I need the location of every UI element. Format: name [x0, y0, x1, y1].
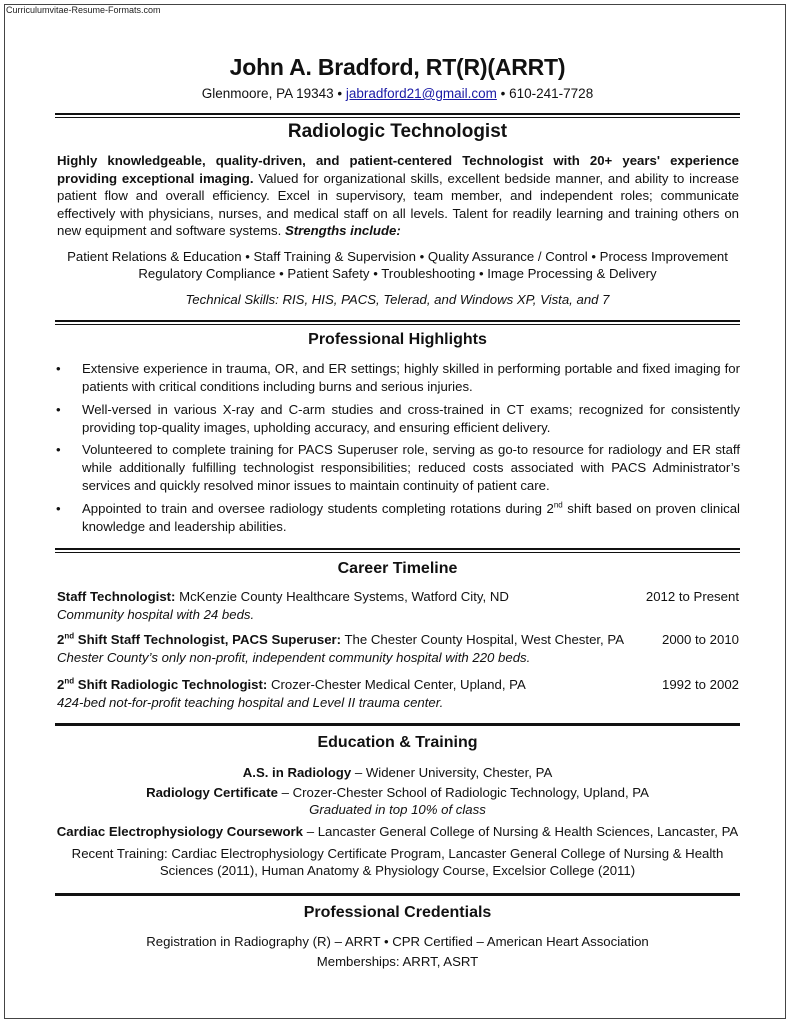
education-line: Sciences (2011), Human Anatomy & Physiology Course, Excelsior College (2011) [159, 863, 636, 878]
education-note: Graduated in top 10% of class [309, 802, 486, 817]
job-entry [57, 631, 739, 666]
divider [55, 548, 740, 553]
bullet-icon: • [56, 442, 61, 457]
summary-title: Radiologic Technologist [287, 121, 508, 142]
list-item: • Appointed to train and oversee radiology students completing rotations during 2nd shift based on proven clinical knowledge and leadership abilities. [56, 500, 740, 534]
job-entry [57, 676, 739, 711]
highlights-list [55, 360, 740, 540]
job-entry [57, 588, 739, 623]
bullet-icon: • [56, 500, 61, 516]
technical-skills: Technical Skills: RIS, HIS, PACS, Telerad, and Windows XP, Vista, and 7 [185, 292, 610, 307]
job-role: Staff Technologist: [57, 589, 176, 604]
job-description: Chester County’s only non-profit, independent community hospital with 220 beds. [57, 649, 531, 665]
summary-paragraph [57, 152, 739, 240]
education-line: Radiology Certificate – Crozer-Chester School of Radiologic Technology, Upland, PA [146, 785, 649, 800]
job-dates: 2012 to Present [645, 589, 739, 604]
divider [55, 893, 740, 896]
list-item: • Volunteered to complete training for PACS Superuser role, serving as go-to resource for radiology and ER staff while additionally fulfilling technologist responsibilities; reduced costs associated with PACS Administrator’s services and quickly resolved minor issues to maintain continuity of patient care. [56, 442, 740, 493]
location-text: Glenmoore, PA 19343 [201, 86, 334, 101]
watermark-text: Curriculumvitae-Resume-Formats.com [6, 5, 161, 15]
job-employer: McKenzie County Healthcare Systems, Watford City, ND [175, 589, 509, 604]
education-line: Recent Training: Cardiac Electrophysiology Certificate Program, Lancaster General College of Nursing & Health [71, 846, 724, 861]
separator: • [496, 86, 510, 101]
strengths-label: Strengths include: [284, 223, 401, 239]
education-line: Cardiac Electrophysiology Coursework – Lancaster General College of Nursing & Health Sciences, Lancaster, PA [56, 824, 739, 839]
candidate-name: John A. Bradford, RT(R)(ARRT) [229, 54, 566, 80]
list-item: • Extensive experience in trauma, OR, and ER settings; highly skilled in performing portable and fixed imaging for patients with critical conditions including burns and serious injuries. [56, 361, 740, 394]
bullet-icon: • [56, 401, 61, 417]
divider [55, 320, 740, 325]
job-employer: The Chester County Hospital, West Chester, PA [341, 632, 625, 647]
career-title: Career Timeline [337, 560, 458, 577]
highlights-title: Professional Highlights [308, 331, 487, 348]
credentials-title: Professional Credentials [303, 904, 492, 921]
separator: • [333, 86, 346, 101]
education-line: A.S. in Radiology – Widener University, Chester, PA [242, 765, 553, 780]
job-dates: 2000 to 2010 [661, 632, 739, 647]
job-description: Community hospital with 24 beds. [57, 606, 255, 622]
job-employer: Crozer-Chester Medical Center, Upland, PA [267, 677, 526, 692]
strengths-line-1: Patient Relations & Education • Staff Training & Supervision • Quality Assurance / Control • Process Improvement [67, 249, 728, 264]
job-role: 2nd Shift Staff Technologist, PACS Superuser: [57, 631, 342, 647]
job-dates: 1992 to 2002 [661, 677, 739, 692]
divider [55, 113, 740, 118]
job-description: 424-bed not-for-profit teaching hospital and Level II trauma center. [57, 694, 444, 710]
credentials-line: Memberships: ARRT, ASRT [316, 954, 479, 969]
education-title: Education & Training [317, 734, 478, 751]
strengths-line-2: Regulatory Compliance • Patient Safety • Troubleshooting • Image Processing & Delivery [138, 266, 657, 281]
list-item: • Well-versed in various X-ray and C-arm studies and cross-trained in CT exams; recognized for consistently providing top-quality images, upholding accuracy, and ensuring efficient delivery. [56, 401, 740, 435]
divider [55, 723, 740, 726]
phone-text: 610-241-7728 [509, 86, 594, 101]
summary-lead: Highly knowledgeable, quality-driven, and patient-centered Technologist with 20+ years' experience providing exceptional imaging. [57, 153, 739, 186]
job-role: 2nd Shift Radiologic Technologist: [57, 676, 268, 692]
email-link[interactable]: jabradford21@gmail.com [345, 86, 497, 101]
summary-body: Valued for organizational skills, excellent bedside manner, and ability to increase patient flow and overall efficiency. Excel in supervisory, team member, and independent roles; communicate effectively with physicians, nurses, and medical staff on all levels. Talent for readily learning and training others on new equipment and software systems. [57, 170, 739, 239]
contact-line [55, 86, 740, 101]
credentials-line: Registration in Radiography (R) – ARRT • CPR Certified – American Heart Association [146, 934, 649, 949]
bullet-icon: • [56, 361, 61, 376]
